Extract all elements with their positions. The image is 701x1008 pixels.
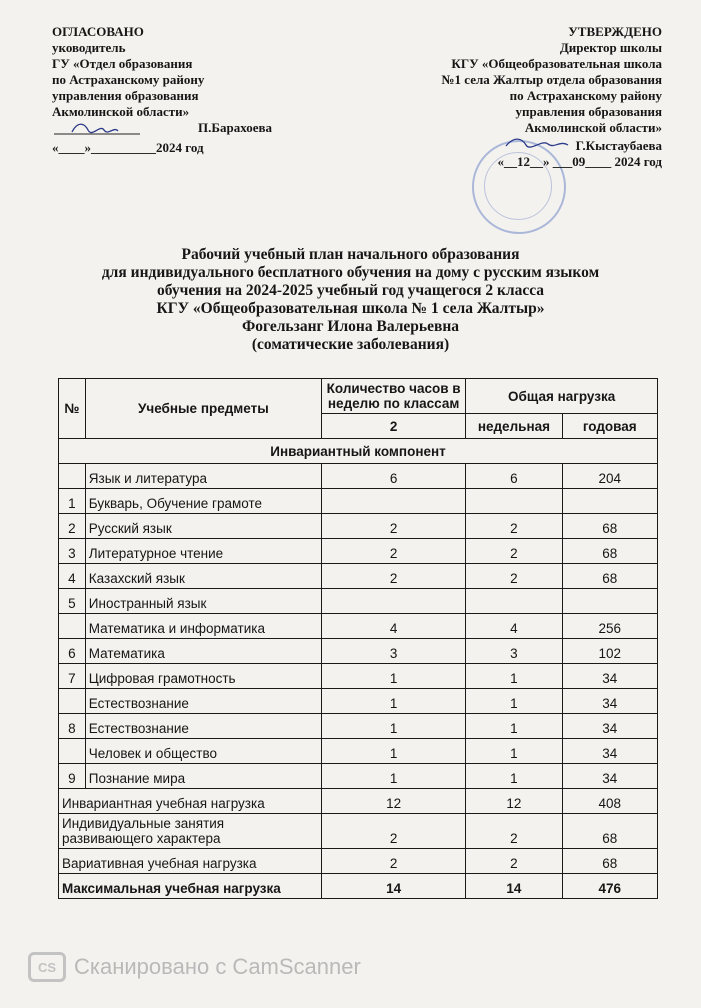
row-class-hours: 1 xyxy=(321,739,465,764)
table-row xyxy=(59,564,658,589)
title-line-2: для индивидуального бесплатного обучения на дому с русским языком xyxy=(101,264,600,281)
summary-yearly: 408 xyxy=(562,789,657,814)
row-yearly: 204 xyxy=(562,464,657,489)
agreed-line-5: управления образования xyxy=(52,88,199,103)
header-total-load: Общая нагрузка xyxy=(466,379,658,414)
table-row xyxy=(59,714,658,739)
approved-line-6: управления образования xyxy=(515,104,662,119)
row-subject: Русский язык xyxy=(85,514,321,539)
header-number: № xyxy=(59,379,86,439)
header-weekly: недельная xyxy=(466,414,562,439)
row-weekly: 3 xyxy=(466,639,562,664)
row-weekly: 1 xyxy=(466,739,562,764)
summary-label: Максимальная учебная нагрузка xyxy=(59,874,322,899)
table-header-row xyxy=(59,379,658,414)
row-class-hours: 2 xyxy=(321,539,465,564)
row-yearly: 34 xyxy=(562,664,657,689)
summary-weekly: 2 xyxy=(466,849,562,874)
row-number: 6 xyxy=(59,639,86,664)
row-class-hours: 6 xyxy=(321,464,465,489)
agreed-line-4: по Астраханскому району xyxy=(52,72,205,87)
row-weekly: 1 xyxy=(466,714,562,739)
row-subject: Математика xyxy=(85,639,321,664)
row-class-hours: 1 xyxy=(321,764,465,789)
row-class-hours: 2 xyxy=(321,514,465,539)
table-row xyxy=(59,689,658,714)
row-yearly: 34 xyxy=(562,714,657,739)
table-row xyxy=(59,489,658,514)
agreed-signer-name: П.Барахоева xyxy=(198,120,272,135)
table-row xyxy=(59,539,658,564)
agreed-heading: ОГЛАСОВАНО xyxy=(52,24,144,39)
row-subject: Познание мира xyxy=(85,764,321,789)
row-subject: Язык и литература xyxy=(85,464,321,489)
section-invariant: Инвариантный компонент xyxy=(59,439,658,464)
row-subject: Естествознание xyxy=(85,714,321,739)
table-row xyxy=(59,589,658,614)
summary-label: Индивидуальные занятия развивающего характера xyxy=(59,814,322,849)
row-weekly xyxy=(466,489,562,514)
title-line-4: КГУ «Общеобразовательная школа № 1 села Жалтыр» xyxy=(156,300,545,317)
row-subject: Человек и общество xyxy=(85,739,321,764)
summary-row-variative xyxy=(59,849,658,874)
camscanner-watermark xyxy=(28,952,361,982)
title-line-3: обучения на 2024-2025 учебный год учащегося 2 класса xyxy=(156,282,545,299)
table-row xyxy=(59,514,658,539)
camscanner-logo-icon: CS xyxy=(28,952,66,982)
row-weekly: 2 xyxy=(466,514,562,539)
row-number xyxy=(59,614,86,639)
approved-line-7: Акмолинской области» xyxy=(524,120,662,135)
row-yearly: 68 xyxy=(562,539,657,564)
title-line-6: (соматические заболевания) xyxy=(251,336,450,353)
signature-mark xyxy=(502,138,575,153)
row-class-hours: 4 xyxy=(321,614,465,639)
row-number xyxy=(59,739,86,764)
summary-yearly: 476 xyxy=(562,874,657,899)
approved-line-3: КГУ «Общеобразовательная школа xyxy=(451,56,662,71)
title-line-1: Рабочий учебный план начального образования xyxy=(181,246,520,263)
approved-signer-name: Г.Кыстаубаева xyxy=(575,138,662,153)
agreed-date: «____»__________2024 год xyxy=(52,140,204,155)
table-row xyxy=(59,664,658,689)
summary-class-hours: 14 xyxy=(321,874,465,899)
agreed-signature-line xyxy=(52,120,272,140)
approved-line-2: Директор школы xyxy=(559,40,662,55)
row-subject: Математика и информатика xyxy=(85,614,321,639)
row-yearly: 68 xyxy=(562,514,657,539)
row-number: 7 xyxy=(59,664,86,689)
row-yearly: 34 xyxy=(562,764,657,789)
row-class-hours: 1 xyxy=(321,689,465,714)
row-subject: Букварь, Обучение грамоте xyxy=(85,489,321,514)
row-weekly: 6 xyxy=(466,464,562,489)
row-weekly xyxy=(466,589,562,614)
header-subjects: Учебные предметы xyxy=(85,379,321,439)
summary-row-individual xyxy=(59,814,658,849)
row-class-hours: 1 xyxy=(321,714,465,739)
table-row xyxy=(59,764,658,789)
watermark-text: Сканировано с CamScanner xyxy=(74,954,361,979)
row-subject: Казахский язык xyxy=(85,564,321,589)
row-subject: Литературное чтение xyxy=(85,539,321,564)
row-number: 8 xyxy=(59,714,86,739)
summary-class-hours: 2 xyxy=(321,814,465,849)
table-row xyxy=(59,739,658,764)
row-number: 2 xyxy=(59,514,86,539)
curriculum-table xyxy=(58,378,658,899)
approved-line-4: №1 села Жалтыр отдела образования xyxy=(441,72,662,87)
row-subject: Естествознание xyxy=(85,689,321,714)
row-weekly: 1 xyxy=(466,664,562,689)
summary-yearly: 68 xyxy=(562,814,657,849)
approved-line-5: по Астраханскому району xyxy=(509,88,662,103)
table-row xyxy=(59,639,658,664)
row-yearly: 102 xyxy=(562,639,657,664)
document-title xyxy=(0,246,701,354)
summary-label: Вариативная учебная нагрузка xyxy=(59,849,322,874)
header-class-2: 2 xyxy=(321,414,465,439)
row-number: 3 xyxy=(59,539,86,564)
summary-weekly: 14 xyxy=(466,874,562,899)
approved-signature-line xyxy=(390,136,662,154)
summary-class-hours: 2 xyxy=(321,849,465,874)
approved-date: «__12__» ___09____ 2024 год xyxy=(497,154,662,169)
row-yearly: 34 xyxy=(562,739,657,764)
row-yearly: 68 xyxy=(562,564,657,589)
agreed-line-2: уководитель xyxy=(52,40,126,55)
row-weekly: 2 xyxy=(466,564,562,589)
agreed-line-6: Акмолинской области» xyxy=(52,104,190,119)
agreed-block xyxy=(52,24,272,156)
section-row xyxy=(59,439,658,464)
agreed-line-3: ГУ «Отдел образования xyxy=(52,56,193,71)
row-yearly: 34 xyxy=(562,689,657,714)
row-class-hours: 2 xyxy=(321,564,465,589)
row-class-hours: 1 xyxy=(321,664,465,689)
summary-class-hours: 12 xyxy=(321,789,465,814)
summary-yearly: 68 xyxy=(562,849,657,874)
summary-label: Инвариантная учебная нагрузка xyxy=(59,789,322,814)
row-number: 9 xyxy=(59,764,86,789)
row-number xyxy=(59,689,86,714)
row-number: 4 xyxy=(59,564,86,589)
row-weekly: 1 xyxy=(466,764,562,789)
row-weekly: 1 xyxy=(466,689,562,714)
table-row xyxy=(59,464,658,489)
row-weekly: 4 xyxy=(466,614,562,639)
summary-weekly: 2 xyxy=(466,814,562,849)
header-yearly: годовая xyxy=(562,414,657,439)
approved-block xyxy=(390,24,662,170)
header-hours: Количество часов в неделю по классам xyxy=(321,379,465,414)
row-weekly: 2 xyxy=(466,539,562,564)
signature-mark xyxy=(52,120,142,140)
row-number: 1 xyxy=(59,489,86,514)
row-yearly: 256 xyxy=(562,614,657,639)
row-class-hours xyxy=(321,589,465,614)
summary-weekly: 12 xyxy=(466,789,562,814)
summary-row-maximum xyxy=(59,874,658,899)
row-class-hours xyxy=(321,489,465,514)
row-number xyxy=(59,464,86,489)
table-row xyxy=(59,614,658,639)
row-yearly xyxy=(562,489,657,514)
row-subject: Иностранный язык xyxy=(85,589,321,614)
row-subject: Цифровая грамотность xyxy=(85,664,321,689)
row-yearly xyxy=(562,589,657,614)
summary-row-invariant xyxy=(59,789,658,814)
approved-heading: УТВЕРЖДЕНО xyxy=(568,24,662,39)
row-class-hours: 3 xyxy=(321,639,465,664)
row-number: 5 xyxy=(59,589,86,614)
title-line-5: Фогельзанг Илона Валерьевна xyxy=(241,318,460,335)
